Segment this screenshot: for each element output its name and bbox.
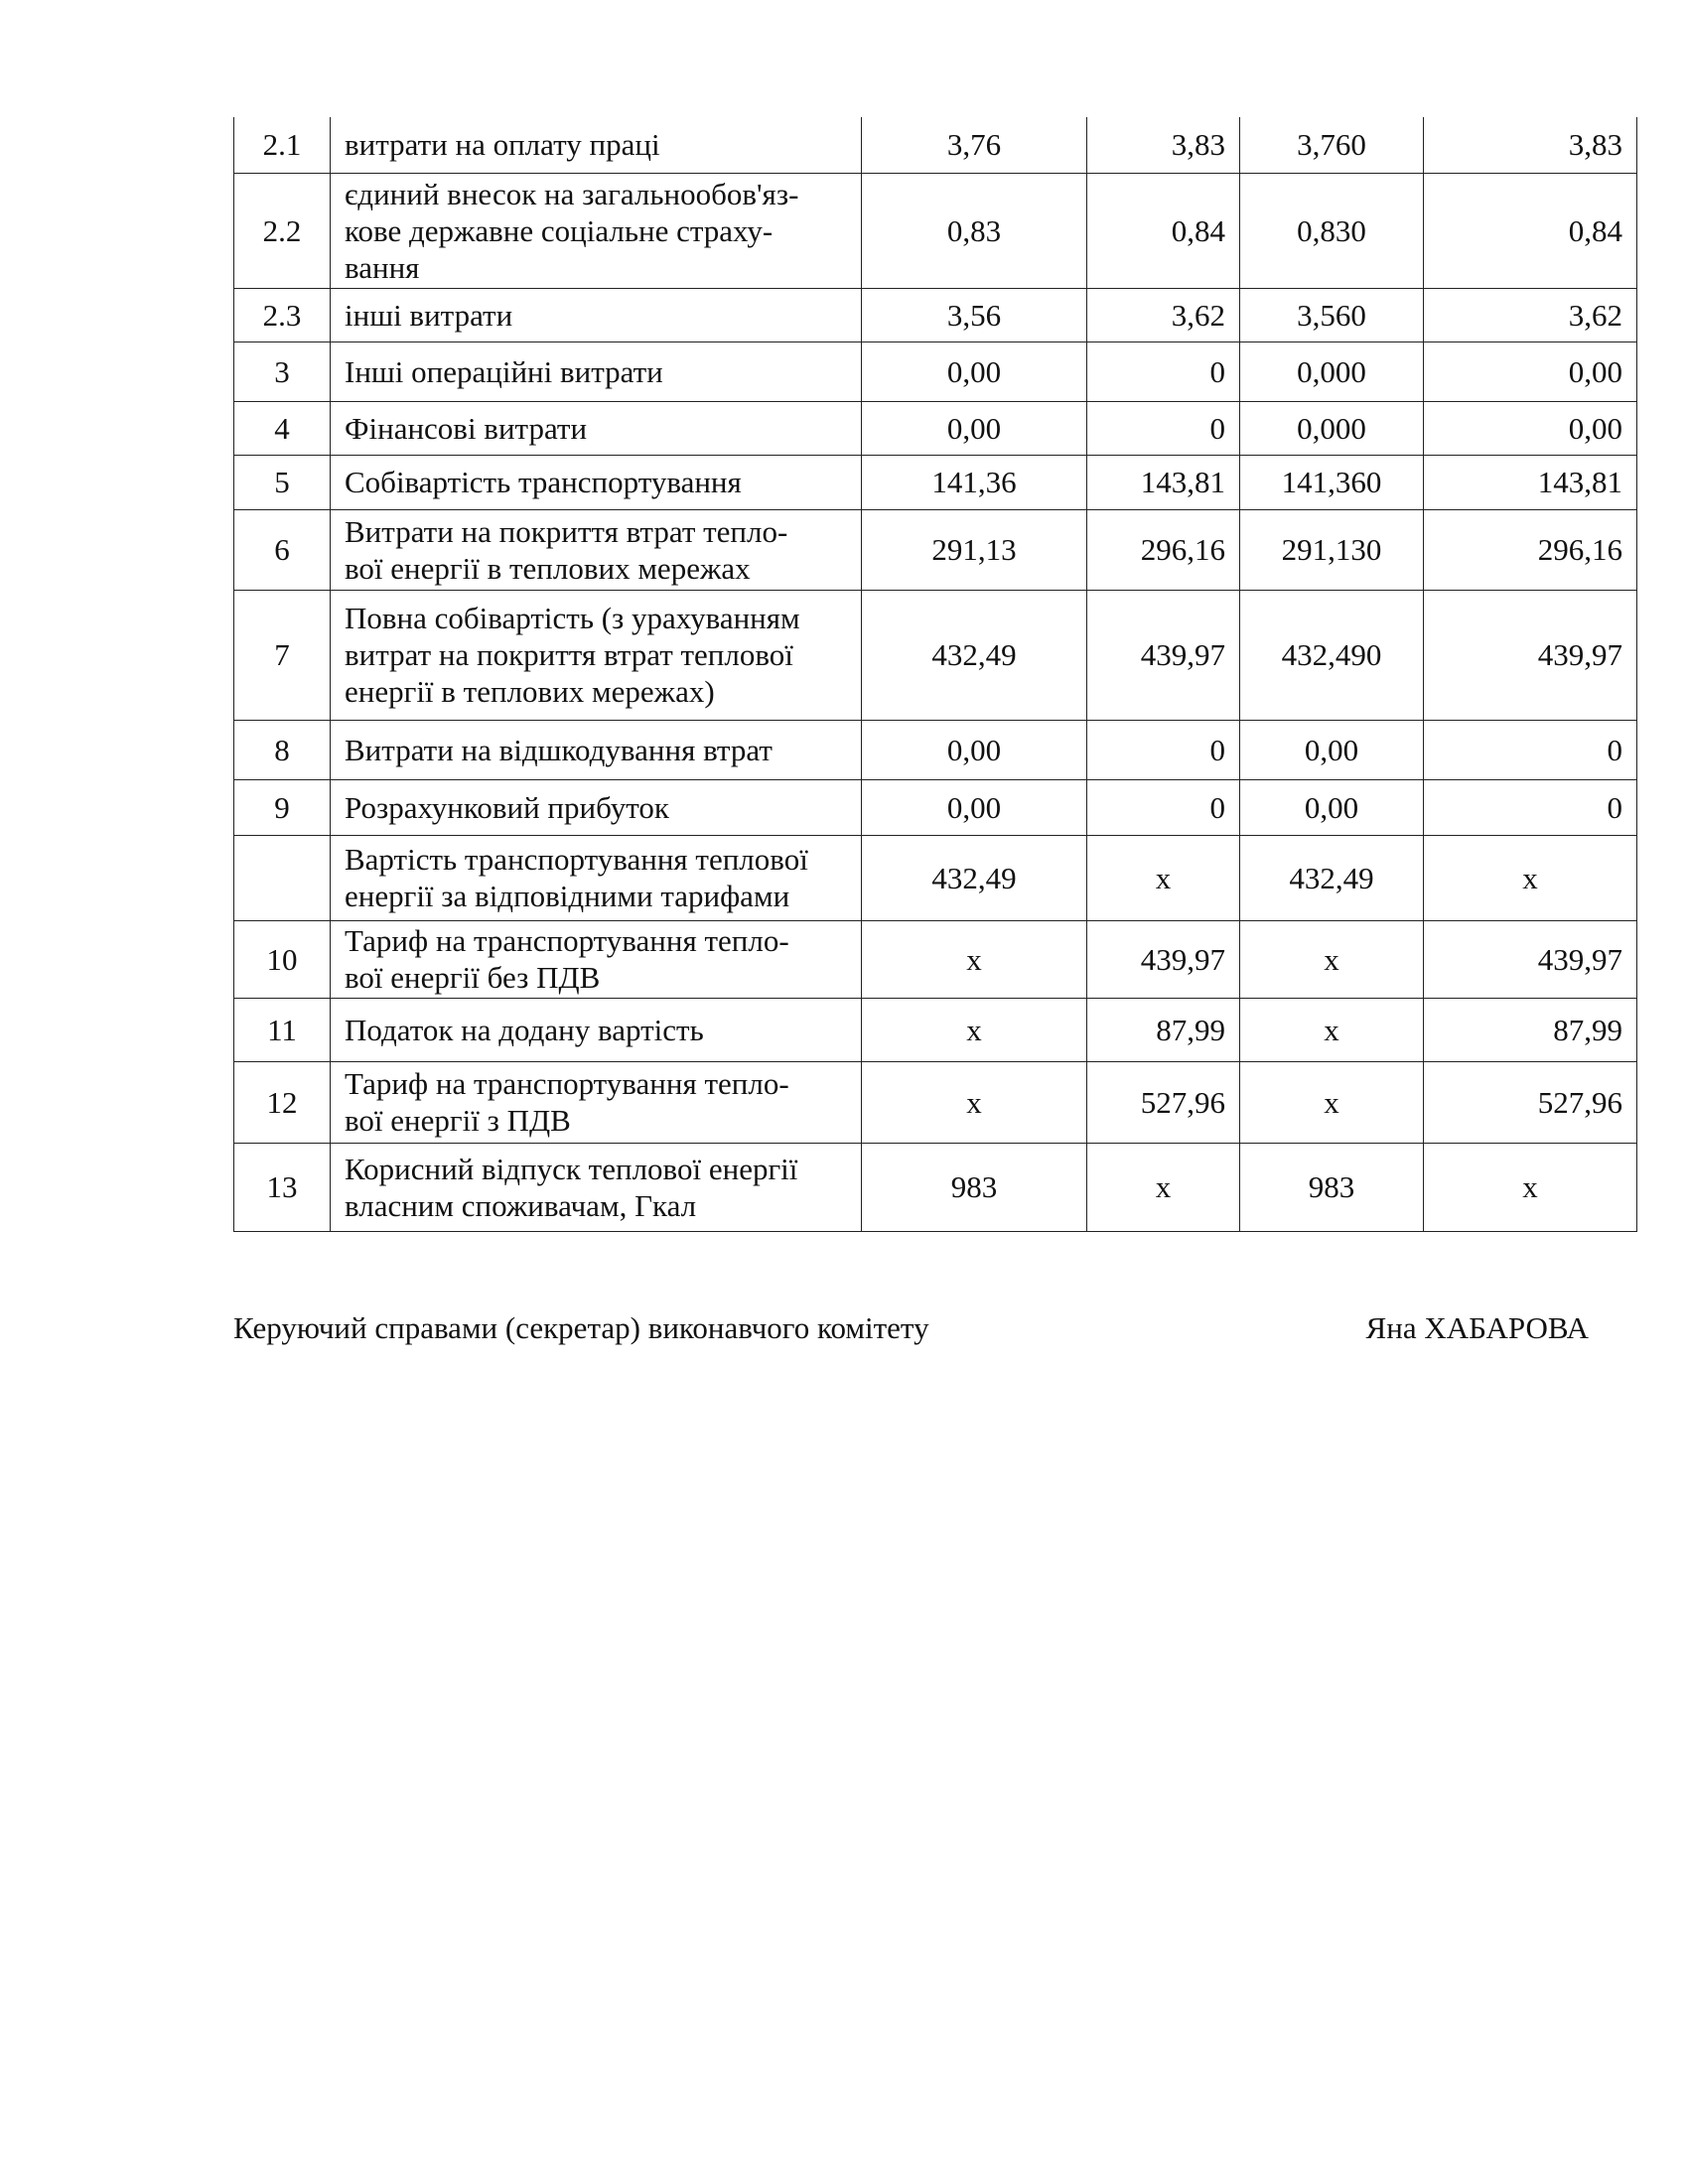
value-cell: 983 [862, 1143, 1087, 1231]
table-row [234, 509, 1637, 590]
table-row [234, 720, 1637, 779]
row-label: Податок на додану вартість [331, 998, 862, 1061]
table-row [234, 401, 1637, 455]
value-cell: 87,99 [1424, 998, 1637, 1061]
value-cell: 291,13 [862, 509, 1087, 590]
value-cell: 3,76 [862, 117, 1087, 173]
value-cell: 3,760 [1240, 117, 1424, 173]
value-cell: 296,16 [1424, 509, 1637, 590]
value-cell: 527,96 [1087, 1061, 1240, 1143]
value-cell: 0 [1087, 779, 1240, 835]
row-label: Фінансові витрати [331, 401, 862, 455]
value-cell: x [1424, 1143, 1637, 1231]
value-cell: 143,81 [1087, 455, 1240, 509]
row-number: 5 [234, 455, 331, 509]
table-row [234, 455, 1637, 509]
row-label: єдиний внесок на загальнообов'яз- кове державне соціальне страху- вання [331, 173, 862, 288]
row-label: Інші операційні витрати [331, 341, 862, 401]
row-number: 9 [234, 779, 331, 835]
row-label: Витрати на відшкодування втрат [331, 720, 862, 779]
value-cell: 0,00 [862, 401, 1087, 455]
value-cell: 0,000 [1240, 401, 1424, 455]
row-label: Тариф на транспортування тепло- вої енергії з ПДВ [331, 1061, 862, 1143]
value-cell: 291,130 [1240, 509, 1424, 590]
value-cell: 432,49 [862, 835, 1087, 920]
row-label: Витрати на покриття втрат тепло- вої енергії в теплових мережах [331, 509, 862, 590]
value-cell: 141,36 [862, 455, 1087, 509]
row-number: 2.2 [234, 173, 331, 288]
value-cell: x [862, 920, 1087, 998]
value-cell: 0,00 [862, 720, 1087, 779]
value-cell: 439,97 [1424, 920, 1637, 998]
row-number: 2.3 [234, 288, 331, 341]
value-cell: 439,97 [1424, 590, 1637, 720]
row-label: Корисний відпуск теплової енергії власним споживачам, Гкал [331, 1143, 862, 1231]
value-cell: 3,83 [1424, 117, 1637, 173]
value-cell: 0,00 [1424, 401, 1637, 455]
row-number: 11 [234, 998, 331, 1061]
value-cell: x [1087, 835, 1240, 920]
value-cell: 0,00 [1240, 779, 1424, 835]
value-cell: x [1240, 1061, 1424, 1143]
value-cell: 0 [1087, 401, 1240, 455]
row-label: Тариф на транспортування тепло- вої енергії без ПДВ [331, 920, 862, 998]
value-cell: 0 [1424, 720, 1637, 779]
value-cell: 3,560 [1240, 288, 1424, 341]
row-number: 8 [234, 720, 331, 779]
value-cell: 0 [1424, 779, 1637, 835]
table-row [234, 1061, 1637, 1143]
table-row [234, 117, 1637, 173]
table-row [234, 1143, 1637, 1231]
signer-name: Яна ХАБАРОВА [1365, 1310, 1589, 1345]
row-number: 3 [234, 341, 331, 401]
value-cell: 0,84 [1424, 173, 1637, 288]
value-cell: x [862, 998, 1087, 1061]
table-row [234, 835, 1637, 920]
value-cell: 3,56 [862, 288, 1087, 341]
value-cell: x [1240, 998, 1424, 1061]
table-row [234, 173, 1637, 288]
row-label: витрати на оплату праці [331, 117, 862, 173]
row-number: 12 [234, 1061, 331, 1143]
value-cell: 0,00 [862, 341, 1087, 401]
tariff-cost-table [233, 117, 1637, 1232]
row-number: 4 [234, 401, 331, 455]
row-number: 13 [234, 1143, 331, 1231]
row-number: 7 [234, 590, 331, 720]
value-cell: 439,97 [1087, 590, 1240, 720]
value-cell: 0,00 [1424, 341, 1637, 401]
value-cell: 0,000 [1240, 341, 1424, 401]
table-row [234, 590, 1637, 720]
value-cell: 143,81 [1424, 455, 1637, 509]
value-cell: 3,62 [1087, 288, 1240, 341]
row-number [234, 835, 331, 920]
table-row [234, 288, 1637, 341]
value-cell: 87,99 [1087, 998, 1240, 1061]
signer-position: Керуючий справами (секретар) виконавчого комітету [233, 1310, 929, 1345]
value-cell: 527,96 [1424, 1061, 1637, 1143]
table-row [234, 920, 1637, 998]
row-number: 6 [234, 509, 331, 590]
row-label: Повна собівартість (з урахуванням витрат на покриття втрат теплової енергії в теплових мережах) [331, 590, 862, 720]
value-cell: 0,830 [1240, 173, 1424, 288]
row-label: Вартість транспортування теплової енергії за відповідними тарифами [331, 835, 862, 920]
value-cell: 0,00 [1240, 720, 1424, 779]
value-cell: x [1240, 920, 1424, 998]
value-cell: 0 [1087, 341, 1240, 401]
table-row [234, 998, 1637, 1061]
value-cell: 3,83 [1087, 117, 1240, 173]
row-label: Собівартість транспортування [331, 455, 862, 509]
value-cell: 296,16 [1087, 509, 1240, 590]
value-cell: 432,49 [862, 590, 1087, 720]
table-row [234, 341, 1637, 401]
value-cell: 432,49 [1240, 835, 1424, 920]
value-cell: 439,97 [1087, 920, 1240, 998]
value-cell: 432,490 [1240, 590, 1424, 720]
value-cell: 0,00 [862, 779, 1087, 835]
value-cell: 983 [1240, 1143, 1424, 1231]
row-number: 10 [234, 920, 331, 998]
row-label: інші витрати [331, 288, 862, 341]
value-cell: 141,360 [1240, 455, 1424, 509]
value-cell: 0 [1087, 720, 1240, 779]
value-cell: x [1424, 835, 1637, 920]
table-row [234, 779, 1637, 835]
value-cell: 0,83 [862, 173, 1087, 288]
value-cell: x [862, 1061, 1087, 1143]
value-cell: 3,62 [1424, 288, 1637, 341]
row-number: 2.1 [234, 117, 331, 173]
value-cell: 0,84 [1087, 173, 1240, 288]
row-label: Розрахунковий прибуток [331, 779, 862, 835]
value-cell: x [1087, 1143, 1240, 1231]
